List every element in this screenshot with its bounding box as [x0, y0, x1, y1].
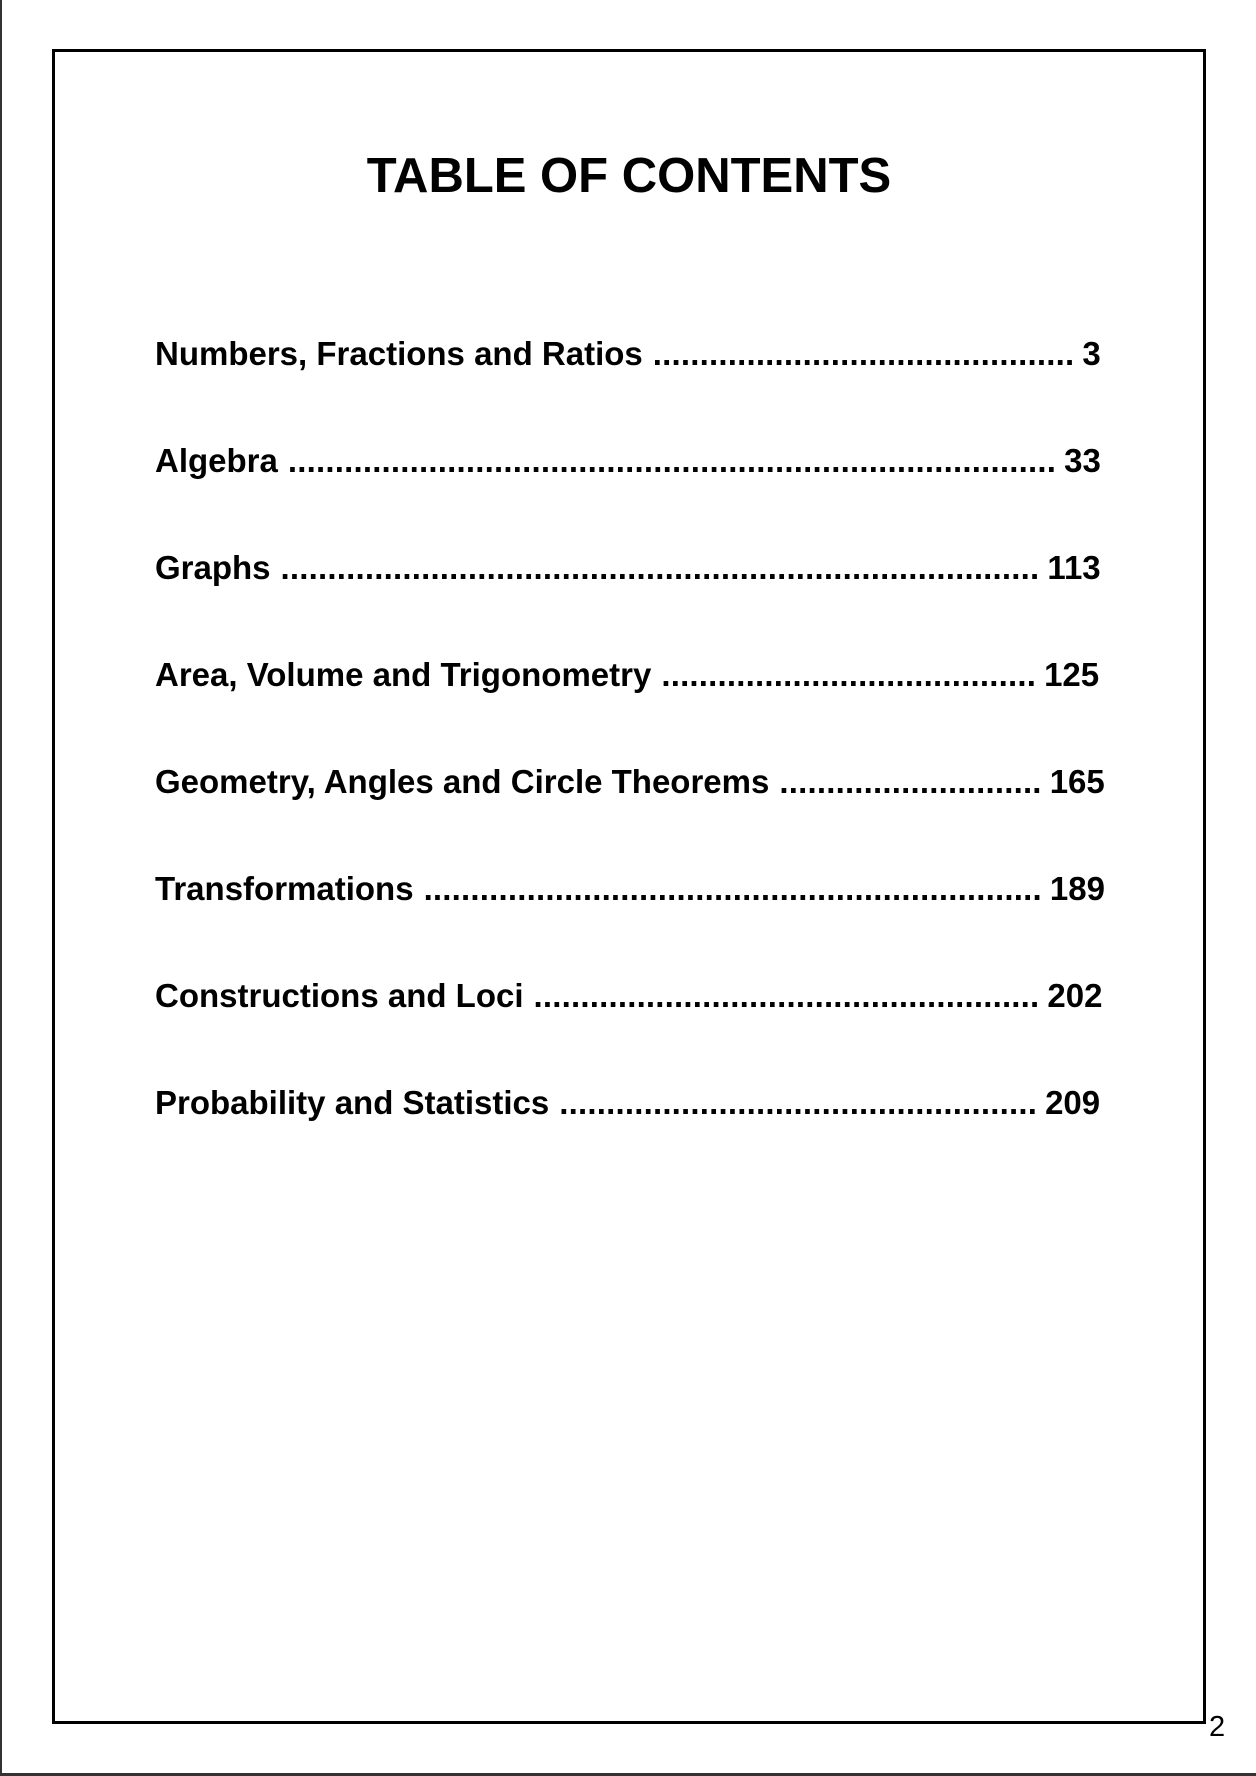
- toc-entry-label: Area, Volume and Trigonometry: [155, 656, 652, 693]
- toc-entry-page: 202: [1047, 977, 1103, 1014]
- toc-entry-algebra[interactable]: [155, 441, 1101, 481]
- toc-entry-numbers-fractions-ratios[interactable]: [155, 334, 1101, 374]
- page-frame: [52, 49, 1206, 1724]
- toc-entry-label: Constructions and Loci: [155, 977, 524, 1014]
- toc-dot-leader: ........................................: [661, 656, 1037, 693]
- toc-entry-page: 189: [1049, 870, 1105, 907]
- toc-entry-label: Numbers, Fractions and Ratios: [155, 335, 643, 372]
- page-number: 2: [1209, 1711, 1226, 1743]
- toc-entry-area-volume-trigonometry[interactable]: [155, 655, 1099, 695]
- toc-entry-page: 209: [1045, 1084, 1101, 1121]
- toc-dot-leader: ..................................................................................: [287, 442, 1057, 479]
- toc-dot-leader: .................................................................................: [280, 549, 1040, 586]
- toc-entry-page: 165: [1049, 763, 1105, 800]
- toc-entry-label: Geometry, Angles and Circle Theorems: [155, 763, 770, 800]
- toc-entry-geometry-angles-circle-theorems[interactable]: [155, 762, 1105, 802]
- toc-dot-leader: ..................................................................: [423, 870, 1042, 907]
- toc-entry-graphs[interactable]: [155, 548, 1101, 588]
- page-title: TABLE OF CONTENTS: [366, 149, 892, 203]
- toc-entry-page: 33: [1064, 442, 1101, 479]
- toc-entry-page: 3: [1082, 335, 1101, 372]
- toc-entry-constructions-loci[interactable]: [155, 976, 1102, 1016]
- toc-entry-probability-statistics[interactable]: [155, 1083, 1100, 1123]
- toc-dot-leader: ...................................................: [559, 1084, 1038, 1121]
- toc-entry-page: 125: [1044, 656, 1100, 693]
- toc-entry-transformations[interactable]: [155, 869, 1105, 909]
- toc-entry-page: 113: [1047, 549, 1101, 586]
- page-edge-left: [0, 0, 2, 1776]
- toc-entry-label: Transformations: [155, 870, 414, 907]
- toc-dot-leader: ......................................................: [533, 977, 1040, 1014]
- toc-entry-label: Probability and Statistics: [155, 1084, 550, 1121]
- toc-entry-label: Algebra: [155, 442, 278, 479]
- toc-entry-label: Graphs: [155, 549, 271, 586]
- toc-dot-leader: .............................................: [652, 335, 1075, 372]
- toc-dot-leader: ............................: [779, 763, 1042, 800]
